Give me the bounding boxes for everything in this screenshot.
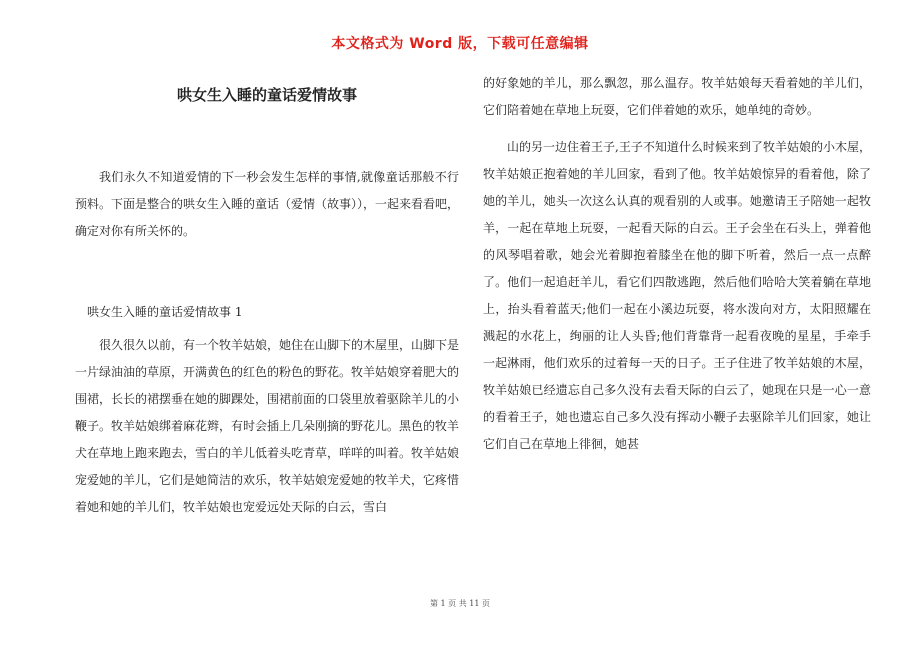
word-format-banner: 本文格式为 Word 版，下载可任意编辑 (331, 36, 589, 52)
page-footer: 第 1 页 共 11 页 (430, 599, 490, 608)
story-paragraph-1-continued: 的好象她的羊儿，那么飘忽，那么温存。牧羊姑娘每天看着她的羊儿们，它们陪着她在草地上玩耍，它们伴着她的欢乐，她单纯的奇妙。 (483, 76, 871, 117)
left-column (75, 84, 459, 521)
right-column (483, 70, 871, 458)
section-heading: 哄女生入睡的童话爱情故事 1 (87, 305, 243, 319)
story-paragraph-1: 很久很久以前，有一个牧羊姑娘，她住在山脚下的木屋里，山脚下是一片绿油油的草原，开满黄色的红色的粉色的野花。牧羊姑娘穿着肥大的围裙，长长的裙摆垂在她的脚踝处，围裙前面的口袋里放着驱除羊儿的小鞭子。牧羊姑娘绑着麻花辫，有时会插上几朵刚摘的野花儿。黑色的牧羊犬在草地上跑来跑去，雪白的羊儿低着头吃青草，咩咩的叫着。牧羊姑娘宠爱她的羊儿，它们是她简洁的欢乐，牧羊姑娘宠爱她的牧羊犬，它疼惜着她和她的羊儿们，牧羊姑娘也宠爱远处天际的白云，雪白 (75, 338, 460, 514)
story-paragraph-2: 山的另一边住着王子,王子不知道什么时候来到了牧羊姑娘的小木屋，牧羊姑娘正抱着她的羊儿回家，看到了他。牧羊姑娘惊异的看着他，除了她的羊儿，她头一次这么认真的观看别的人或事。她邀请王子陪她一起牧羊，一起在草地上玩耍，一起看天际的白云。王子会坐在石头上，弹着他的风琴唱着歌，她会光着脚抱着膝坐在他的脚下听着，然后一点一点醉了。他们一起追赶羊儿，看它们四散逃跑，然后他们哈哈大笑着躺在草地上，抬头看着蓝天;他们一起在小溪边玩耍，将水泼向对方，太阳照耀在溅起的水花上，绚丽的让人头昏;他们背靠背一起看夜晚的星星，手牵手一起淋雨，他们欢乐的过着每一天的日子。王子住进了牧羊姑娘的木屋，牧羊姑娘已经遗忘自己多久没有去看天际的白云了，她现在只是一心一意的看着王子，她也遗忘自己多久没有挥动小鞭子去驱除羊儿们回家，她让它们自己在草地上徘徊，她甚 (483, 140, 871, 451)
intro-paragraph: 我们永久不知道爱情的下一秒会发生怎样的事情,就像童话那般不行预料。下面是整合的哄女生入睡的童话（爱情（故事）），一起来看看吧，确定对你有所关怀的。 (75, 170, 460, 238)
document-title: 哄女生入睡的童话爱情故事 (176, 86, 357, 104)
